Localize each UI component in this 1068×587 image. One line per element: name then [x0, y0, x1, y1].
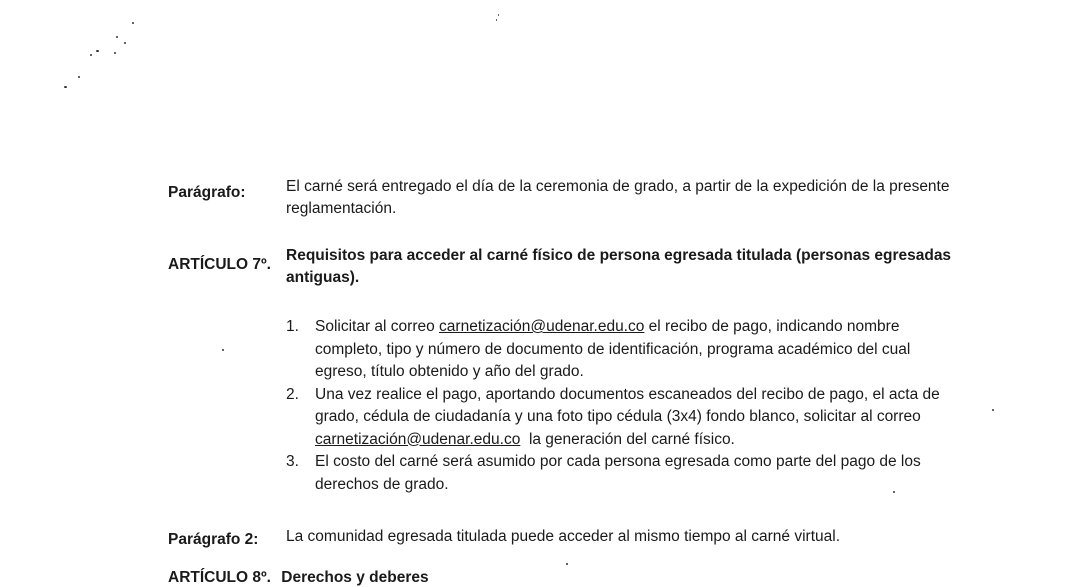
- scan-speck: [496, 19, 497, 21]
- list-item: [286, 384, 952, 452]
- list-item-text: el recibo de pago, indicando nombre completo, tipo y número de documento de identificación, programa académico del cual egreso, título obtenido y año del grado.: [315, 318, 911, 380]
- list-item-number: 3.: [286, 453, 299, 470]
- list-item: [286, 451, 952, 496]
- list-item-number: 1.: [286, 318, 299, 335]
- scan-speck: [124, 42, 126, 44]
- scan-speck: [992, 409, 994, 411]
- scan-speck: [498, 14, 499, 16]
- scan-speck: [78, 76, 80, 78]
- articulo-8-label: ARTÍCULO 8º.: [168, 569, 271, 586]
- scan-speck: [64, 86, 67, 88]
- paragrafo-1-label: Parágrafo:: [168, 184, 246, 201]
- articulo-7-title: Requisitos para acceder al carné físico de persona egresada titulada (personas egresadas antiguas).: [286, 247, 952, 286]
- list-item-number: 2.: [286, 385, 299, 403]
- articulo-7-label: ARTÍCULO 7º.: [168, 256, 271, 273]
- list-item: [286, 316, 952, 384]
- paragrafo-2-text: La comunidad egresada titulada puede acceder al mismo tiempo al carné virtual.: [286, 528, 841, 545]
- email-link[interactable]: carnetización@udenar.edu.co: [439, 318, 645, 335]
- list-item-text: Una vez realice el pago, aportando documentos escaneados del recibo de pago, el acta de grado, cédula de ciudadanía y una foto tipo cédula (3x4) fondo blanco, solicitar al correo: [315, 385, 940, 425]
- list-item-text: la generación del carné físico.: [520, 430, 735, 448]
- scan-speck: [132, 22, 134, 24]
- scan-speck: [96, 50, 99, 52]
- scan-speck: [116, 36, 118, 38]
- list-item-text: El costo del carné será asumido por cada persona egresada como parte del pago de los derechos de grado.: [315, 453, 921, 493]
- paragrafo-1-text: El carné será entregado el día de la ceremonia de grado, a partir de la expedición de la presente reglamentación.: [286, 178, 950, 217]
- requisitos-list: [286, 316, 952, 496]
- scan-speck: [566, 563, 568, 565]
- articulo-8-heading: [168, 569, 429, 587]
- list-item-text: Solicitar al correo: [315, 318, 440, 335]
- scan-speck: [222, 349, 224, 351]
- email-link[interactable]: carnetización@udenar.edu.co: [315, 430, 521, 448]
- scan-speck: [90, 54, 92, 56]
- articulo-8-title: Derechos y deberes: [281, 569, 429, 586]
- paragrafo-2-label: Parágrafo 2:: [168, 531, 259, 548]
- scan-speck: [114, 52, 116, 54]
